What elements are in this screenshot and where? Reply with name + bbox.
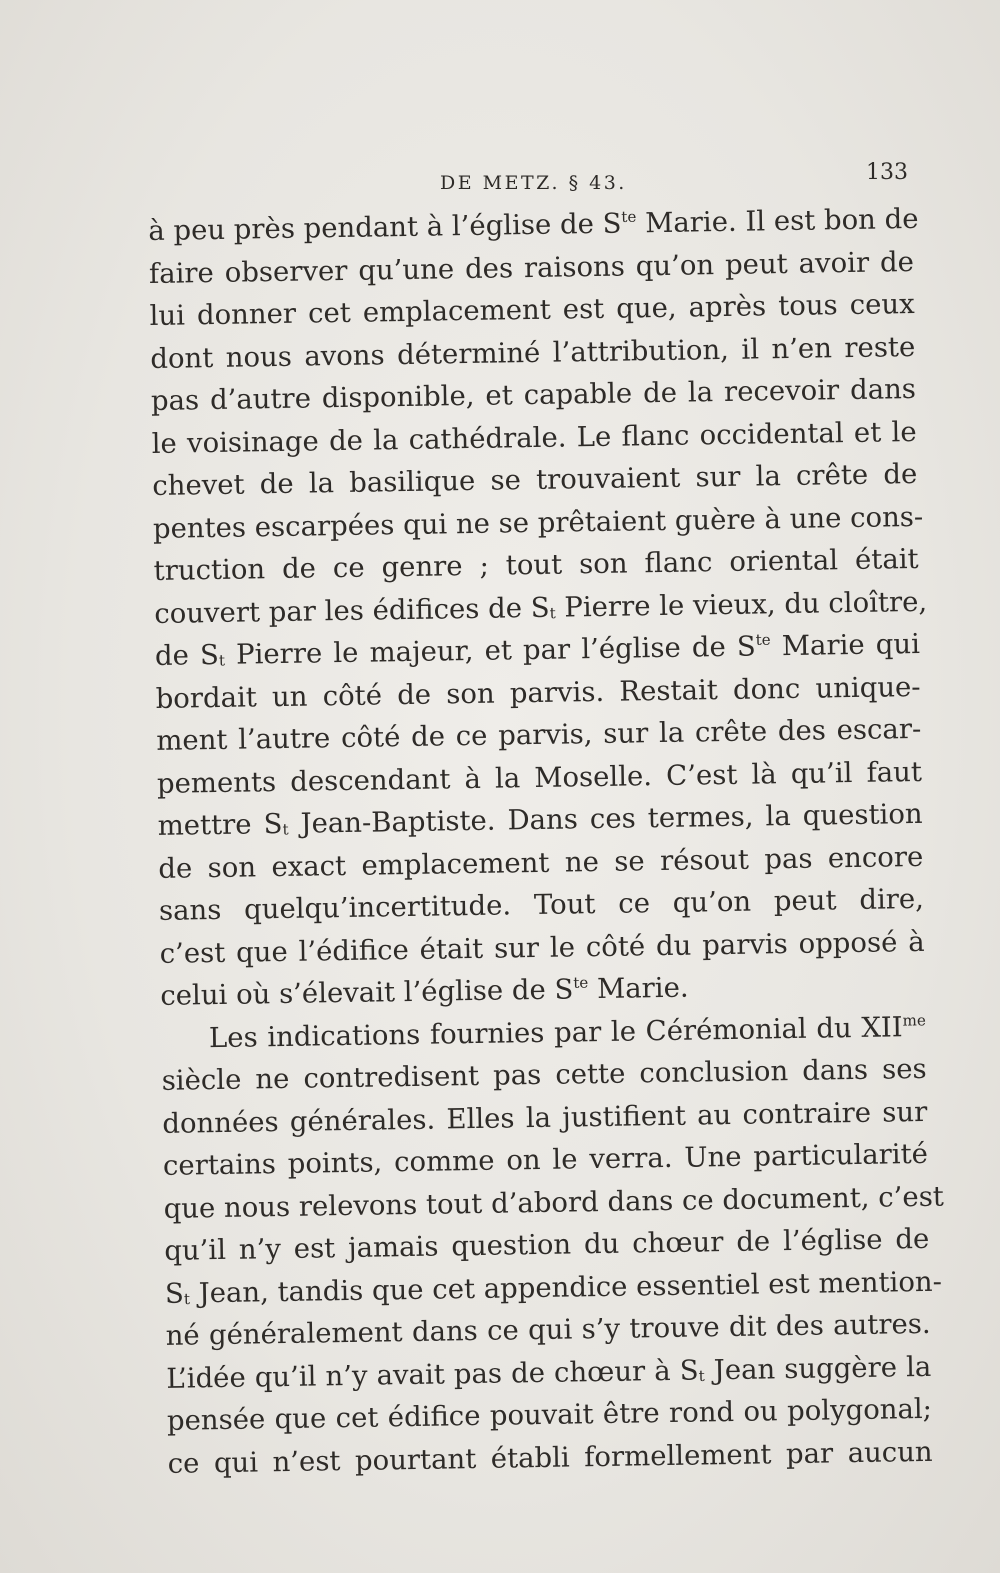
text-line: qu’il n’y est jamais question du chœur de l’église de bbox=[164, 1222, 930, 1267]
text-line: truction de ce genre ; tout son flanc oriental était bbox=[153, 542, 919, 587]
text-line: mettre $S_t$ Jean-Baptiste. Dans ces termes, la question bbox=[157, 797, 923, 842]
paragraph-start-line: Les indications fournies par le Cérémonial du $XII^{me}$ bbox=[208, 1010, 926, 1054]
text-line: le voisinage de la cathédrale. Le flanc occidental et le bbox=[151, 415, 917, 460]
text-line: sans quelqu’incertitude. Tout ce qu’on peut dire, bbox=[158, 882, 925, 927]
text-line: à peu près pendant à l’église de $S^{te}$ Marie. Il est bon de bbox=[148, 202, 919, 247]
body-text bbox=[148, 198, 945, 1485]
text-line: dont nous avons déterminé l’attribution, il n’en reste bbox=[150, 330, 916, 375]
paragraph-end-line: celui où s’élevait l’église de $S^{te}$ Marie. bbox=[160, 971, 689, 1012]
running-head: DE METZ. § 43. bbox=[440, 172, 627, 194]
text-line: pentes escarpées qui ne se prêtaient guère à une cons- bbox=[152, 500, 924, 545]
text-line: faire observer qu’une des raisons qu’on peut avoir de bbox=[148, 245, 915, 290]
text-line: ce qui n’est pourtant établi formellement par aucun bbox=[167, 1435, 933, 1480]
text-line: pements descendant à la Moselle. C’est là qu’il faut bbox=[156, 755, 923, 800]
text-line: chevet de la basilique se trouvaient sur la crête de bbox=[152, 457, 918, 502]
text-line: lui donner cet emplacement est que, après tous ceux bbox=[149, 287, 915, 332]
text-line: de $S_t$ Pierre le majeur, et par l’église de $S^{te}$ Marie qui bbox=[154, 627, 921, 672]
text-line: c’est que l’édifice était sur le côté du parvis opposé à bbox=[159, 925, 925, 970]
text-line: certains points, comme on le verra. Une particularité bbox=[162, 1137, 929, 1182]
text-line: pas d’autre disponible, et capable de la recevoir dans bbox=[150, 372, 917, 417]
text-line: $S_t$ Jean, tandis que cet appendice essentiel est mention- bbox=[164, 1265, 943, 1310]
text-line: siècle ne contredisent pas cette conclusion dans ses bbox=[161, 1052, 927, 1097]
text-line: pensée que cet édifice pouvait être rond ou polygonal; bbox=[166, 1392, 933, 1437]
text-line: couvert par les édifices de $S_t$ Pierre le vieux, du cloître, bbox=[154, 585, 928, 630]
text-line: que nous relevons tout d’abord dans ce document, c’est bbox=[163, 1180, 945, 1225]
text-line: né généralement dans ce qui s’y trouve dit des autres. bbox=[165, 1307, 931, 1352]
text-line: ment l’autre côté de ce parvis, sur la crête des escar- bbox=[156, 712, 922, 757]
text-line: de son exact emplacement ne se résout pas encore bbox=[158, 840, 924, 885]
text-line: bordait un côté de son parvis. Restait donc unique- bbox=[155, 670, 921, 715]
page-number: 133 bbox=[866, 160, 908, 185]
text-line: L’idée qu’il n’y avait pas de chœur à $S_t$ Jean suggère la bbox=[166, 1350, 932, 1395]
text-line: données générales. Elles la justifient au contraire sur bbox=[162, 1095, 928, 1140]
page-header bbox=[148, 160, 908, 200]
